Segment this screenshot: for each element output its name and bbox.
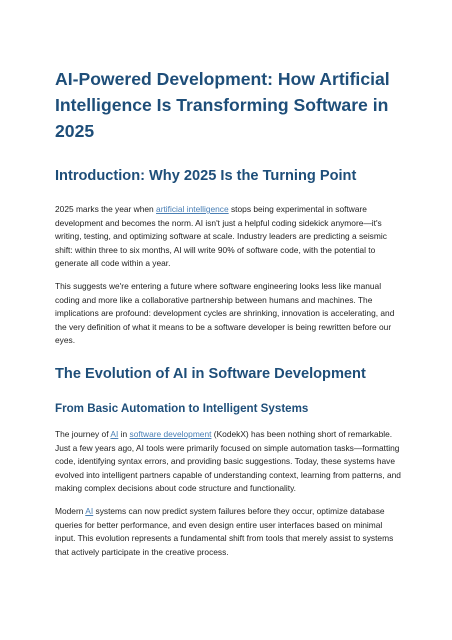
p1-text-b: stops being experimental in software development and becomes the norm. AI isn't just a helpful coding sidekick anymore—it's writing, testing, and optimizing software at scale. Industry leaders are predicting a seismic shift: within three to six months, AI will write 90% of software code, with the potential to generate all code within a year. (55, 204, 387, 269)
p3-text-c: (KodekX) has been nothing short of remarkable. Just a few years ago, AI tools were primarily focused on simple automation tasks—formatting code, identifying syntax errors, and providing basic suggestions. Today, these systems have evolved into intelligent partners capable of understanding context, learning from patterns, and making complex decisions about code structure and functionality. (55, 428, 401, 494)
ai-link[interactable]: AI (110, 428, 119, 439)
intro-heading: Introduction: Why 2025 Is the Turning Point (55, 168, 357, 184)
automation-subheading: From Basic Automation to Intelligent Systems (55, 401, 309, 415)
intro-paragraph-2: This suggests we're entering a future where software engineering looks less like manual coding and more like a collaborative partnership between humans and machines. The implications are profound: development cycles are shrinking, innovation is accelerating, and the very definition of what it means to be a software developer is being rewritten before our eyes. (55, 280, 395, 346)
p4-text-a: Modern (55, 505, 86, 516)
intro-paragraph-1 (55, 203, 402, 271)
p3-text-b: in (118, 428, 130, 439)
software-development-link[interactable]: software development (129, 428, 212, 439)
artificial-intelligence-link[interactable]: artificial intelligence (156, 204, 229, 214)
p4-text-b: systems can now predict system failures before they occur, optimize database queries for better performance, and even design entire user interfaces based on minimal input. This evolution represents a fundamental shift from tools that merely assist to systems that actively participate in the creative process. (55, 505, 394, 557)
evolution-heading: The Evolution of AI in Software Development (55, 365, 366, 382)
evolution-paragraph-1 (55, 428, 402, 496)
document-title: AI-Powered Development: How Artificial Intelligence Is Transforming Software in 2025 (55, 69, 390, 141)
modern-ai-link[interactable]: AI (85, 505, 94, 516)
evolution-paragraph-2 (55, 505, 402, 559)
p1-text-a: 2025 marks the year when (55, 204, 157, 214)
p3-text-a: The journey of (55, 428, 111, 439)
